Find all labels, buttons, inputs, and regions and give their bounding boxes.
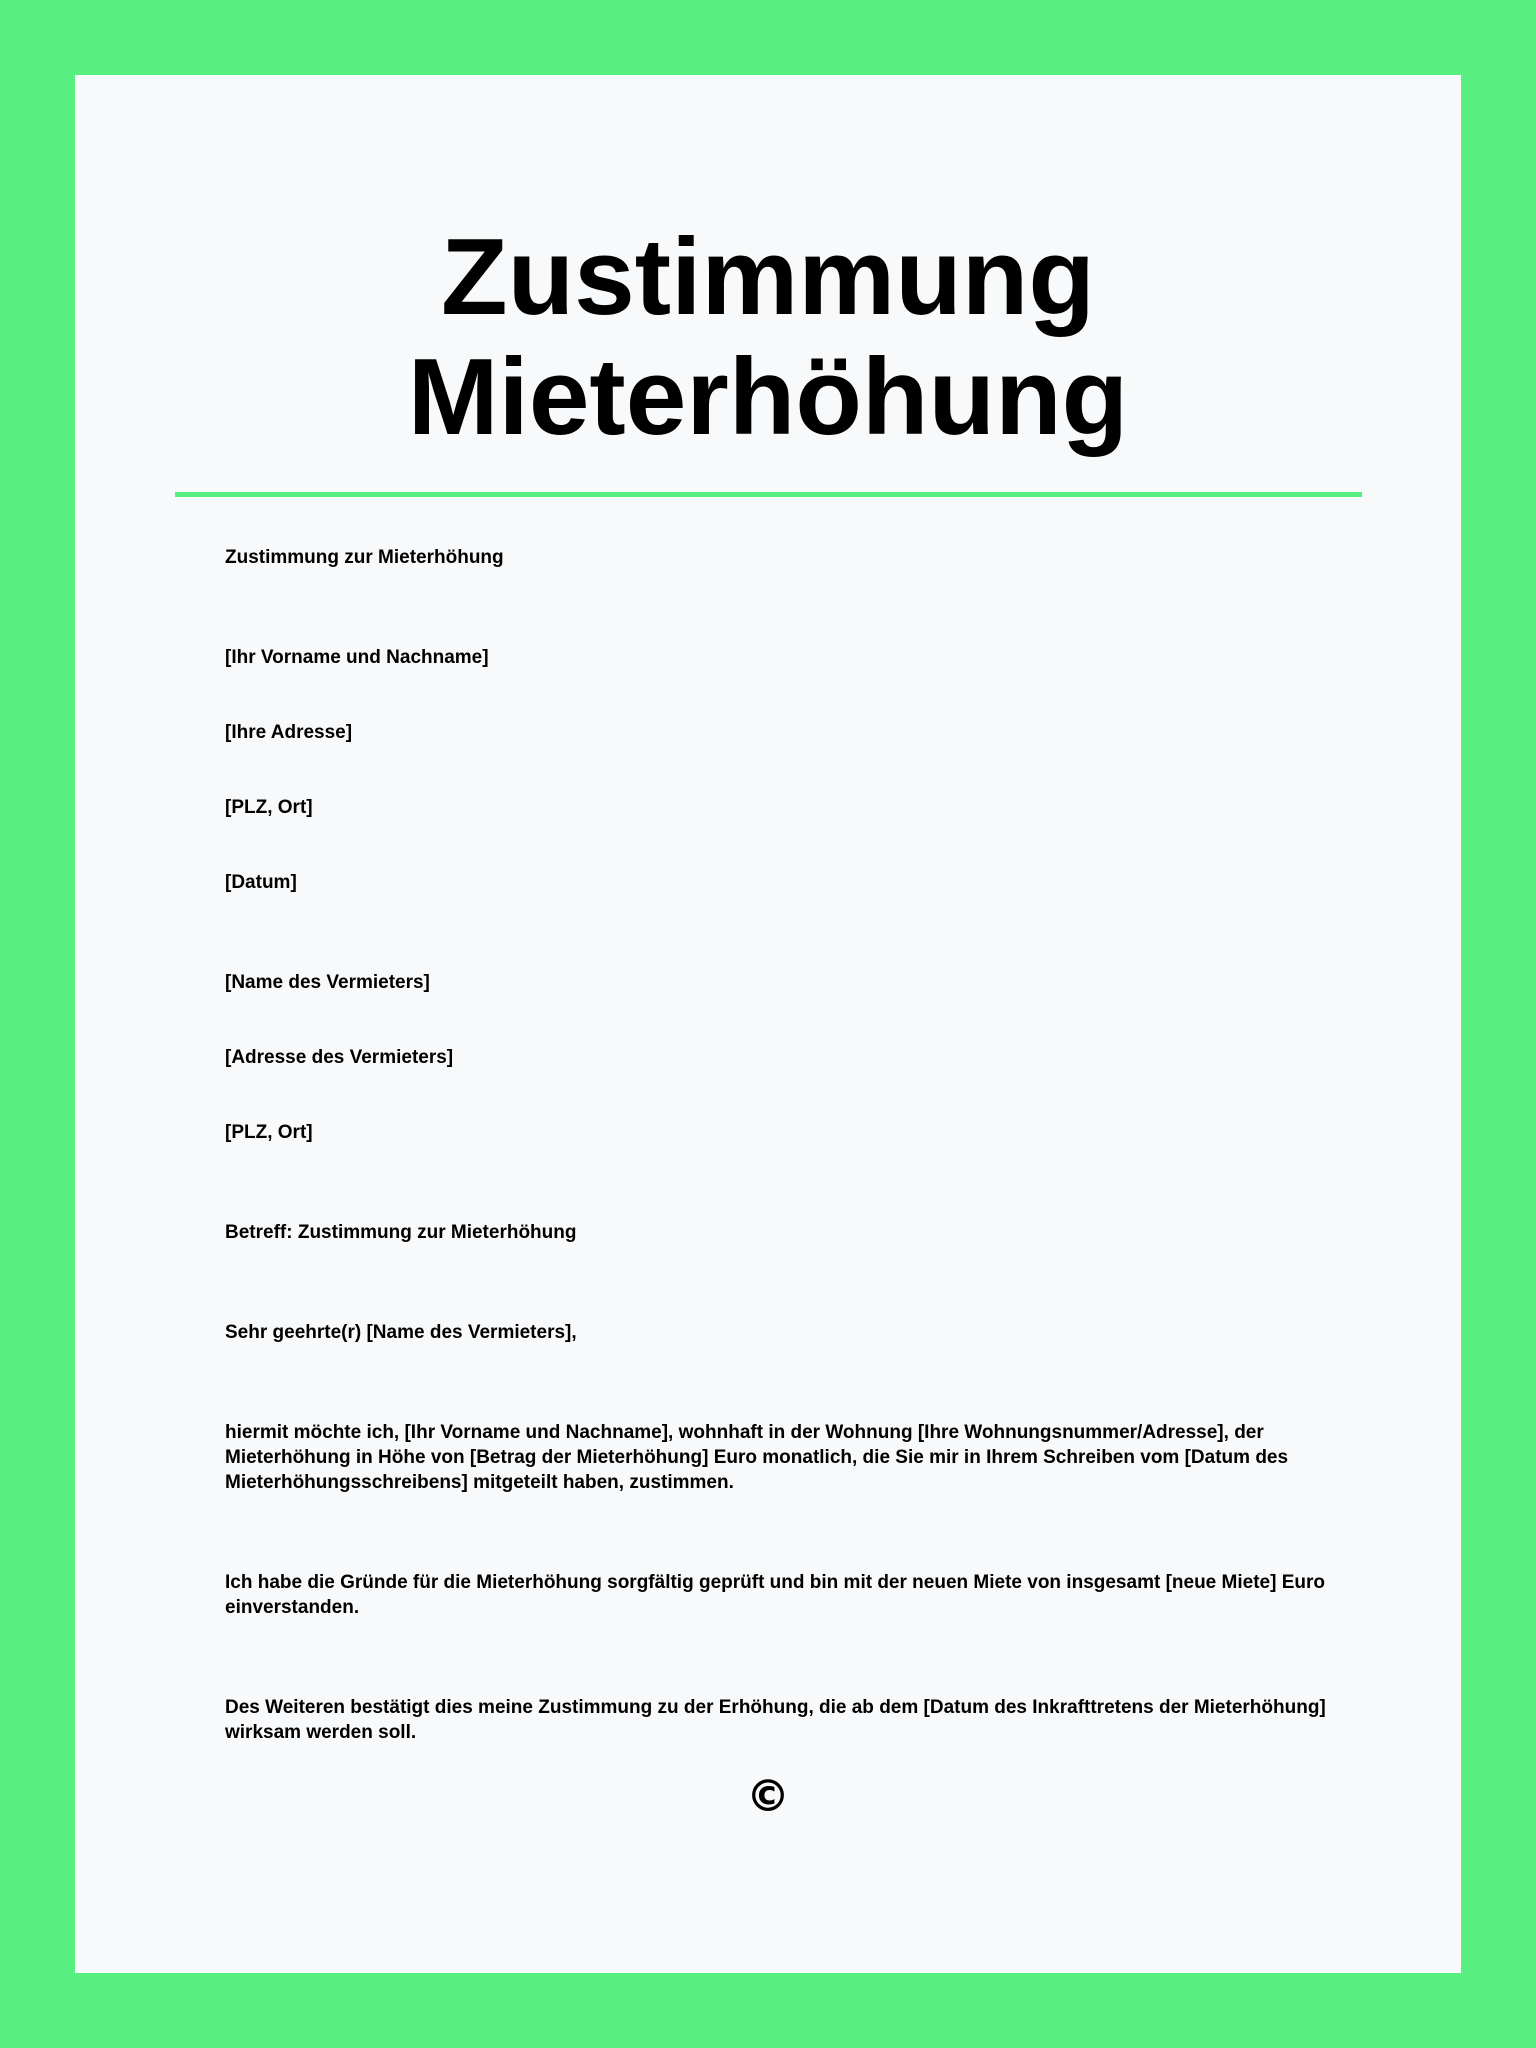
letter-paragraph-3: Des Weiteren bestätigt dies meine Zustimmung zu der Erhöhung, die ab dem [Datum des Inkrafttretens der Mieterhöhung] wirksam werden soll. xyxy=(225,1697,1326,1743)
letter-heading: Zustimmung zur Mieterhöhung xyxy=(225,547,504,568)
document-page xyxy=(75,75,1461,1973)
letter-subject: Betreff: Zustimmung zur Mieterhöhung xyxy=(225,1222,577,1243)
sender-name: [Ihr Vorname und Nachname] xyxy=(225,647,489,668)
sender-date: [Datum] xyxy=(225,872,297,893)
recipient-address: [Adresse des Vermieters] xyxy=(225,1047,454,1068)
title-divider xyxy=(175,492,1362,497)
recipient-name: [Name des Vermieters] xyxy=(225,972,430,993)
sender-address: [Ihre Adresse] xyxy=(225,722,353,743)
copyright-icon: © xyxy=(746,1771,790,1822)
letter-salutation: Sehr geehrte(r) [Name des Vermieters], xyxy=(225,1322,577,1343)
document-title xyxy=(75,217,1461,457)
title-line-1: Zustimmung xyxy=(441,216,1095,338)
letter-paragraph-2: Ich habe die Gründe für die Mieterhöhung sorgfältig geprüft und bin mit der neuen Miete von insgesamt [neue Miete] Euro einverstanden. xyxy=(225,1572,1325,1618)
letter-paragraph-1: hiermit möchte ich, [Ihr Vorname und Nachname], wohnhaft in der Wohnung [Ihre Wohnungsnummer/Adresse], der Mieterhöhung in Höhe von [Betrag der Mieterhöhung] Euro monatlich, die Sie mir in Ihrem Schreiben vom [Datum des Mieterhöhungsschreibens] mitgeteilt haben, zustimmen. xyxy=(225,1422,1289,1493)
sender-city: [PLZ, Ort] xyxy=(225,797,313,818)
title-line-2: Mieterhöhung xyxy=(407,336,1129,458)
recipient-city: [PLZ, Ort] xyxy=(225,1122,313,1143)
